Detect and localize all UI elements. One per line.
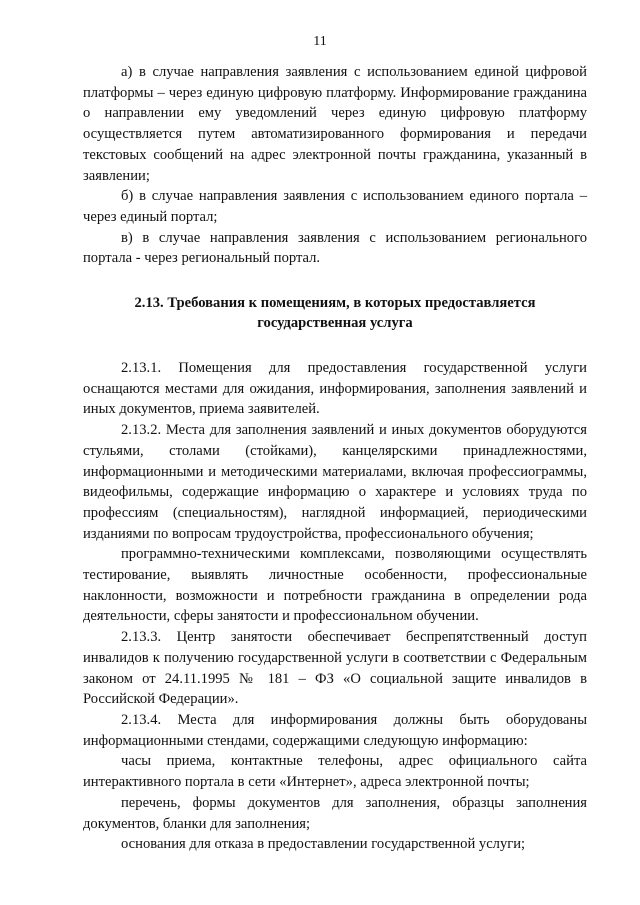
paragraph-2-13-3: 2.13.3. Центр занятости обеспечивает беспрепятственный доступ инвалидов к получению государственной услуги в соответствии с Федеральным законом от 24.11.1995 № 181 – ФЗ «О социальной защите инвалидов в Российской Федерации». [83, 629, 587, 708]
document-body [83, 62, 587, 855]
paragraph-software-complexes: программно-техническими комплексами, позволяющими осуществлять тестирование, выявлять личностные особенности, профессиональные наклонности, возможности и потребности гражданина в определении рода деятельности, сферы занятости и профессиональном обучении. [83, 546, 587, 625]
page-number: 11 [313, 34, 327, 49]
paragraph-reception-hours: часы приема, контактные телефоны, адрес официального сайта интерактивного портала в сети «Интернет», адреса электронной почты; [83, 753, 587, 791]
paragraph-2-13-1: 2.13.1. Помещения для предоставления государственной услуги оснащаются местами для ожидания, информирования, заполнения заявлений и иных документов, приема заявителей. [83, 360, 587, 418]
paragraph-document-forms: перечень, формы документов для заполнения, образцы заполнения документов, бланки для заполнения; [83, 794, 587, 832]
paragraph-2-13-4: 2.13.4. Места для информирования должны быть оборудованы информационными стендами, содержащими следующую информацию: [83, 711, 587, 749]
section-heading-line-1: 2.13. Требования к помещениям, в которых предоставляется [134, 295, 536, 312]
paragraph-b: б) в случае направления заявления с использованием единого портала – через единый портал; [83, 188, 587, 225]
paragraph-2-13-2: 2.13.2. Места для заполнения заявлений и иных документов оборудуются стульями, столами (стойками), канцелярскими принадлежностями, информационными и методическими материалами, включая профессиограммы, видеофильмы, содержащие информацию о характере и условиях труда по профессиям (специальностям), наглядной информацией, периодическими изданиями по вопросам трудоустройства, профессионального обучения; [83, 422, 587, 542]
section-heading-line-2: государственная услуга [257, 315, 413, 332]
paragraph-v: в) в случае направления заявления с использованием регионального портала - через региональный портал. [83, 229, 587, 267]
section-heading-2-13 [83, 293, 587, 333]
paragraph-refusal-grounds: основания для отказа в предоставлении государственной услуги; [121, 836, 526, 853]
paragraph-a: а) в случае направления заявления с использованием единой цифровой платформы – через единую цифровую платформу. Информирование гражданина о направлении ему уведомлений через единую цифровую платформу осуществляется путем автоматизированного формирования и передачи текстовых сообщений на адрес электронной почты гражданина, указанный в заявлении; [83, 64, 587, 184]
